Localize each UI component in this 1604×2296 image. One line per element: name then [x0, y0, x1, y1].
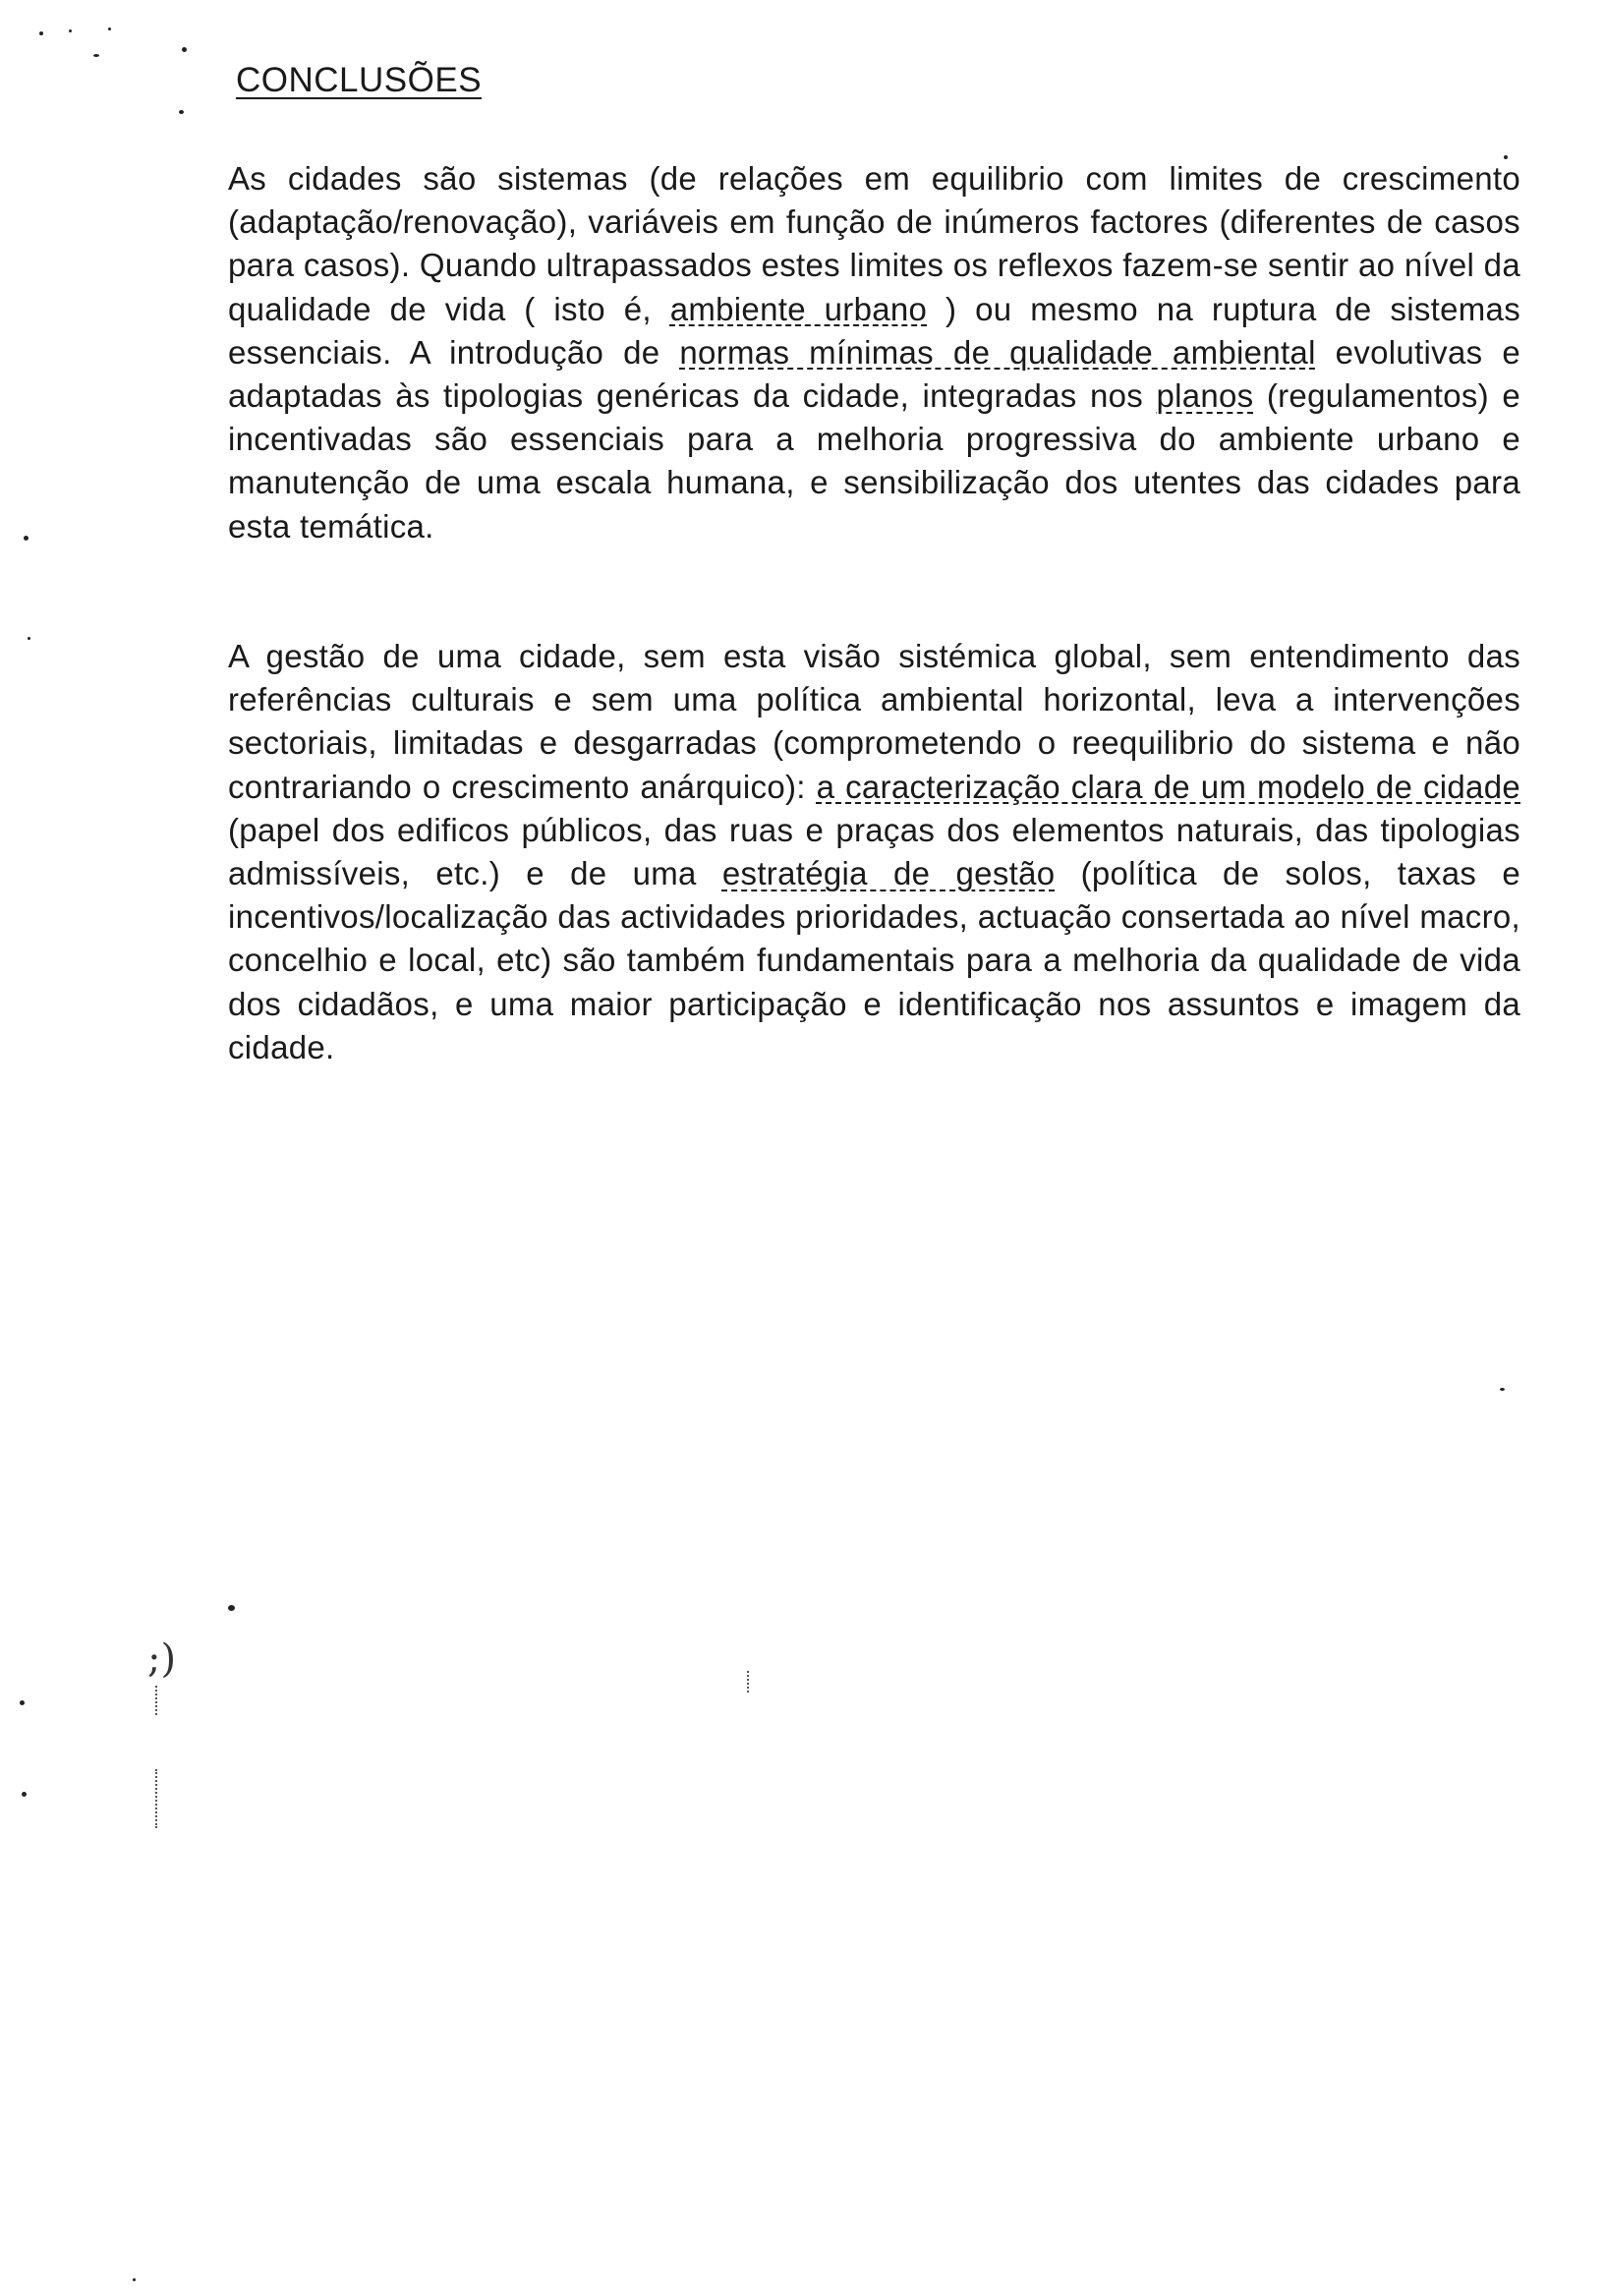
scan-speck	[182, 47, 187, 52]
scan-speck	[93, 54, 99, 57]
paragraph-2-segment: A gestão de uma cidade, sem esta visão sistémica global, sem entendimento das referências culturais e sem uma política ambiental horizontal, leva a intervenções sectoriais, limitadas e desgarradas (comprometendo o reequilibrio do sistema e não contrariando o crescimento anárquico):	[228, 638, 1520, 805]
scan-speck	[22, 1792, 27, 1797]
underlined-phrase-normas-minimas: normas mínimas de qualidade ambiental	[679, 333, 1316, 371]
paragraph-2	[228, 635, 1520, 1069]
margin-dotted-line	[155, 1686, 159, 1715]
underlined-phrase-ambiente-urbano: ambiente urbano	[669, 290, 928, 327]
scan-speck	[179, 110, 184, 114]
paragraph-1-segment: evolutivas e adaptadas às tipologias genéricas da cidade, integradas nos	[228, 333, 1521, 415]
scan-speck	[39, 31, 43, 35]
paragraph-2-segment: (papel dos edificos públicos, das ruas e praças dos elementos naturais, das tipologias admissíveis, etc.) e de uma	[228, 811, 1520, 892]
margin-handwritten-mark: ;)	[147, 1636, 177, 1682]
scan-speck	[20, 1700, 25, 1705]
underlined-phrase-planos: planos	[1156, 377, 1254, 415]
section-heading: CONCLUSÕES	[236, 61, 483, 99]
paragraph-1-segment: ) ou mesmo na ruptura de sistemas essenciais. A introdução de	[228, 290, 1520, 371]
underlined-phrase-modelo-de-cidade: a caracterização clara de um modelo de cidade	[816, 768, 1521, 805]
scan-speck	[133, 2278, 136, 2281]
scan-dotted-mark	[747, 1671, 751, 1693]
scan-speck	[1500, 1388, 1505, 1391]
paragraph-1	[228, 157, 1520, 548]
margin-dotted-line	[155, 1769, 159, 1828]
scan-speck	[108, 28, 111, 30]
scan-speck	[228, 1605, 235, 1611]
scan-speck	[28, 637, 30, 640]
paragraph-1-segment: (regulamentos) e incentivadas são essenciais para a melhoria progressiva do ambiente urbano e manutenção de uma escala humana, e sensibilização dos utentes das cidades para esta temática.	[228, 377, 1520, 545]
underlined-phrase-estrategia-de-gestao: estratégia de gestão	[721, 855, 1056, 892]
scan-speck	[1504, 155, 1508, 159]
paragraph-2-segment: (política de solos, taxas e incentivos/localização das actividades prioridades, actuação consertada ao nível macro, concelhio e local, etc) são também fundamentais para a melhoria da qualidade de vida dos cidadãos, e uma maior participação e identificação nos assuntos e imagem da cidade.	[228, 855, 1520, 1065]
scan-speck	[24, 536, 29, 541]
paragraph-1-segment: As cidades são sistemas (de relações em equilibrio com limites de crescimento (adaptação/renovação), variáveis em função de inúmeros factores (diferentes de casos para casos). Quando ultrapassados estes limites os reflexos fazem-se sentir ao nível da qualidade de vida ( isto é,	[228, 160, 1520, 327]
scan-speck	[69, 29, 72, 32]
